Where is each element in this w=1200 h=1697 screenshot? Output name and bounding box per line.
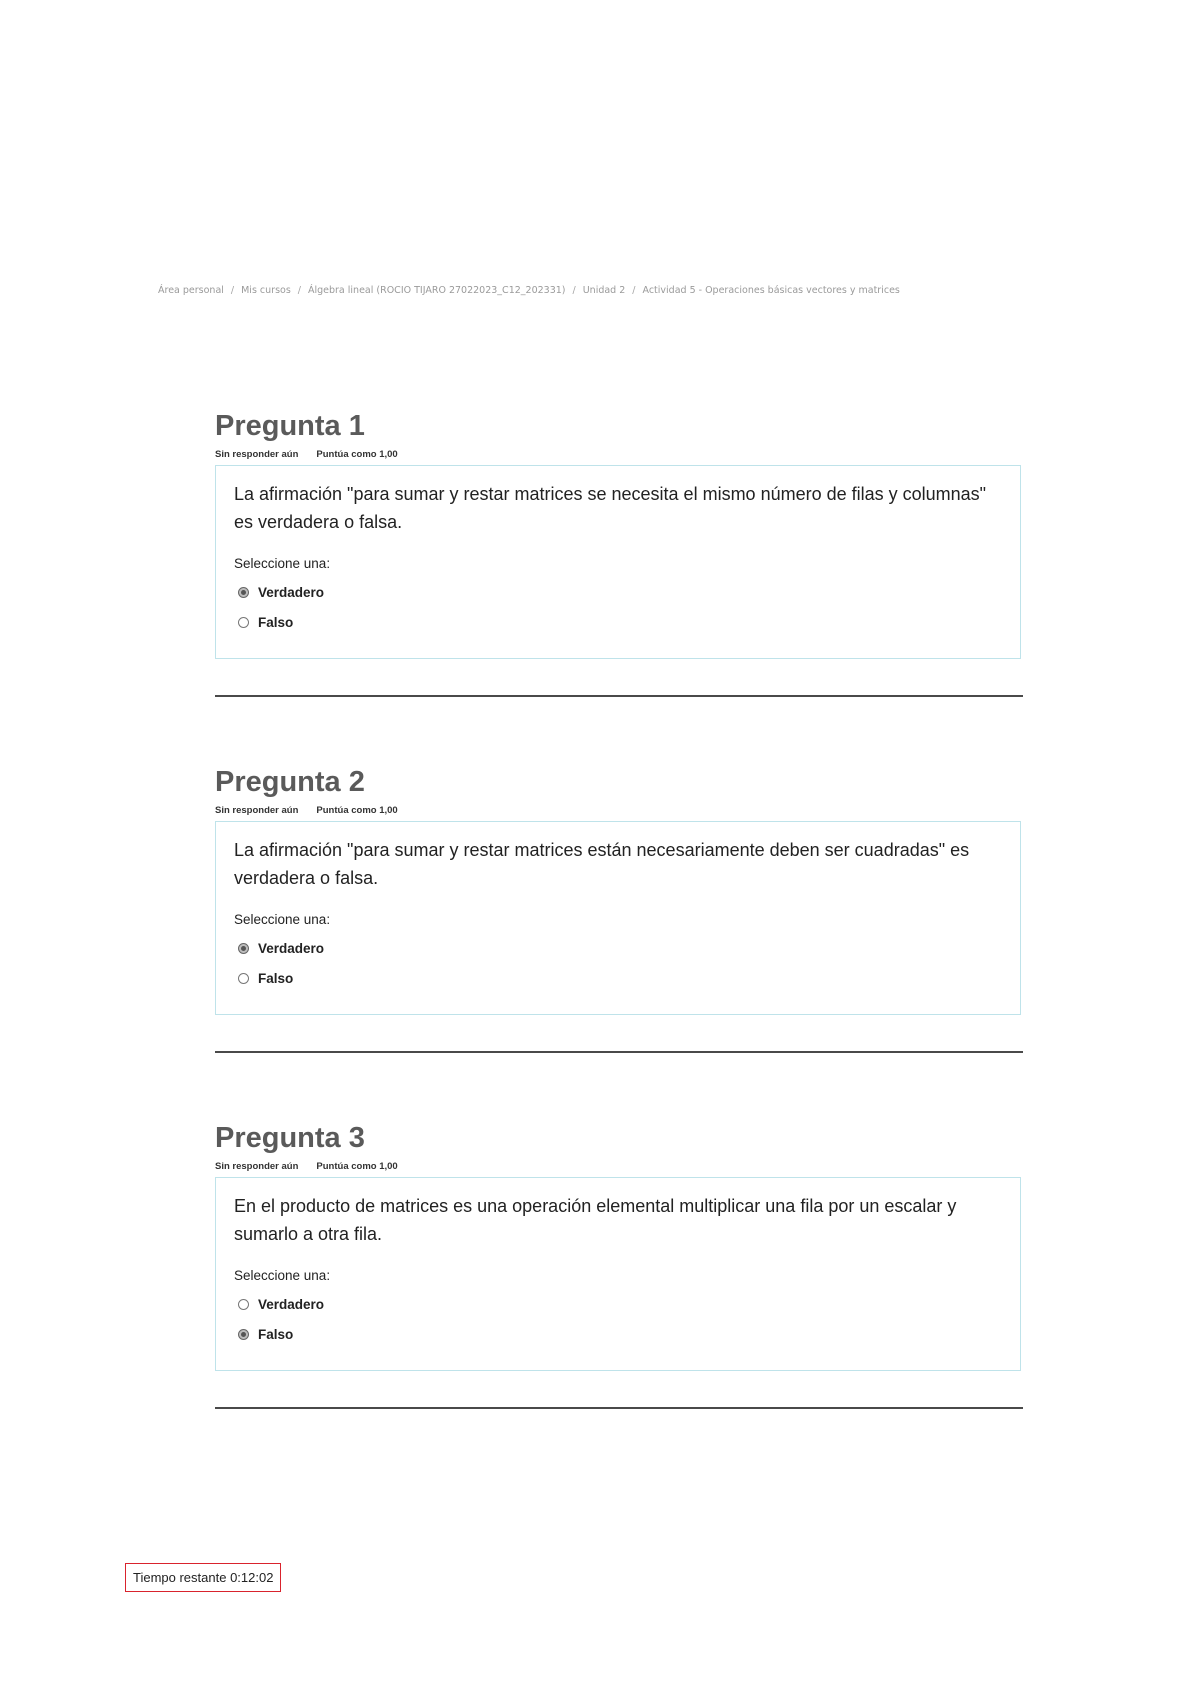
radio-checked-icon[interactable]: [238, 587, 249, 598]
option-falso[interactable]: [234, 963, 1002, 993]
breadcrumb-separator: /: [572, 285, 576, 296]
option-label: Falso: [258, 614, 294, 630]
timer-label: Tiempo restante: [133, 1570, 227, 1585]
radio-unchecked-icon[interactable]: [238, 973, 249, 984]
question-meta: [215, 449, 1021, 463]
question-divider: [215, 695, 1023, 697]
question-box: [215, 821, 1021, 1015]
option-label: Verdadero: [258, 940, 325, 956]
question-text: La afirmación "para sumar y restar matrices se necesita el mismo número de filas y columnas" es verdadera o falsa.: [234, 484, 987, 532]
question-1: [215, 409, 1021, 697]
question-prompt: Seleccione una:: [234, 556, 331, 571]
question-title: Pregunta 2: [215, 766, 365, 798]
timer-value: 0:12:02: [230, 1570, 274, 1585]
question-status: Sin responder aún: [215, 449, 299, 460]
breadcrumb-item-actividad[interactable]: Actividad 5 - Operaciones básicas vectores y matrices: [642, 285, 900, 296]
breadcrumb: [158, 285, 1158, 296]
question-score: Puntúa como 1,00: [316, 1161, 398, 1172]
breadcrumb-item-area-personal[interactable]: Área personal: [158, 285, 224, 296]
breadcrumb-item-mis-cursos[interactable]: Mis cursos: [241, 285, 291, 296]
option-label: Verdadero: [258, 584, 325, 600]
option-falso[interactable]: [234, 607, 1002, 637]
question-text: En el producto de matrices es una operación elemental multiplicar una fila por un escalar y sumarlo a otra fila.: [234, 1196, 957, 1244]
option-label: Falso: [258, 1326, 294, 1342]
breadcrumb-separator: /: [632, 285, 636, 296]
question-title: Pregunta 1: [215, 410, 365, 442]
question-title: Pregunta 3: [215, 1122, 365, 1154]
breadcrumb-separator: /: [297, 285, 301, 296]
question-divider: [215, 1051, 1023, 1053]
question-text: La afirmación "para sumar y restar matrices están necesariamente deben ser cuadradas" es verdadera o falsa.: [234, 840, 970, 888]
question-prompt: Seleccione una:: [234, 1268, 331, 1283]
breadcrumb-separator: /: [230, 285, 235, 296]
radio-unchecked-icon[interactable]: [238, 1299, 249, 1310]
question-box: [215, 1177, 1021, 1371]
option-falso[interactable]: [234, 1319, 1002, 1349]
breadcrumb-item-course[interactable]: Álgebra lineal (ROCIO TIJARO 27022023_C12_202331): [307, 285, 566, 296]
option-verdadero[interactable]: [234, 933, 1002, 963]
question-divider: [215, 1407, 1023, 1409]
radio-unchecked-icon[interactable]: [238, 617, 249, 628]
option-label: Falso: [258, 970, 294, 986]
timer-badge: [125, 1563, 281, 1592]
breadcrumb-item-unidad[interactable]: Unidad 2: [582, 285, 626, 296]
question-meta: [215, 1161, 1021, 1175]
question-2: [215, 765, 1021, 1053]
question-box: [215, 465, 1021, 659]
question-3: [215, 1121, 1021, 1409]
question-score: Puntúa como 1,00: [316, 449, 398, 460]
radio-checked-icon[interactable]: [238, 1329, 249, 1340]
option-verdadero[interactable]: [234, 577, 1002, 607]
question-status: Sin responder aún: [215, 805, 299, 816]
option-label: Verdadero: [258, 1296, 325, 1312]
option-verdadero[interactable]: [234, 1289, 1002, 1319]
radio-checked-icon[interactable]: [238, 943, 249, 954]
question-status: Sin responder aún: [215, 1161, 299, 1172]
question-score: Puntúa como 1,00: [316, 805, 398, 816]
question-prompt: Seleccione una:: [234, 912, 331, 927]
question-meta: [215, 805, 1021, 819]
